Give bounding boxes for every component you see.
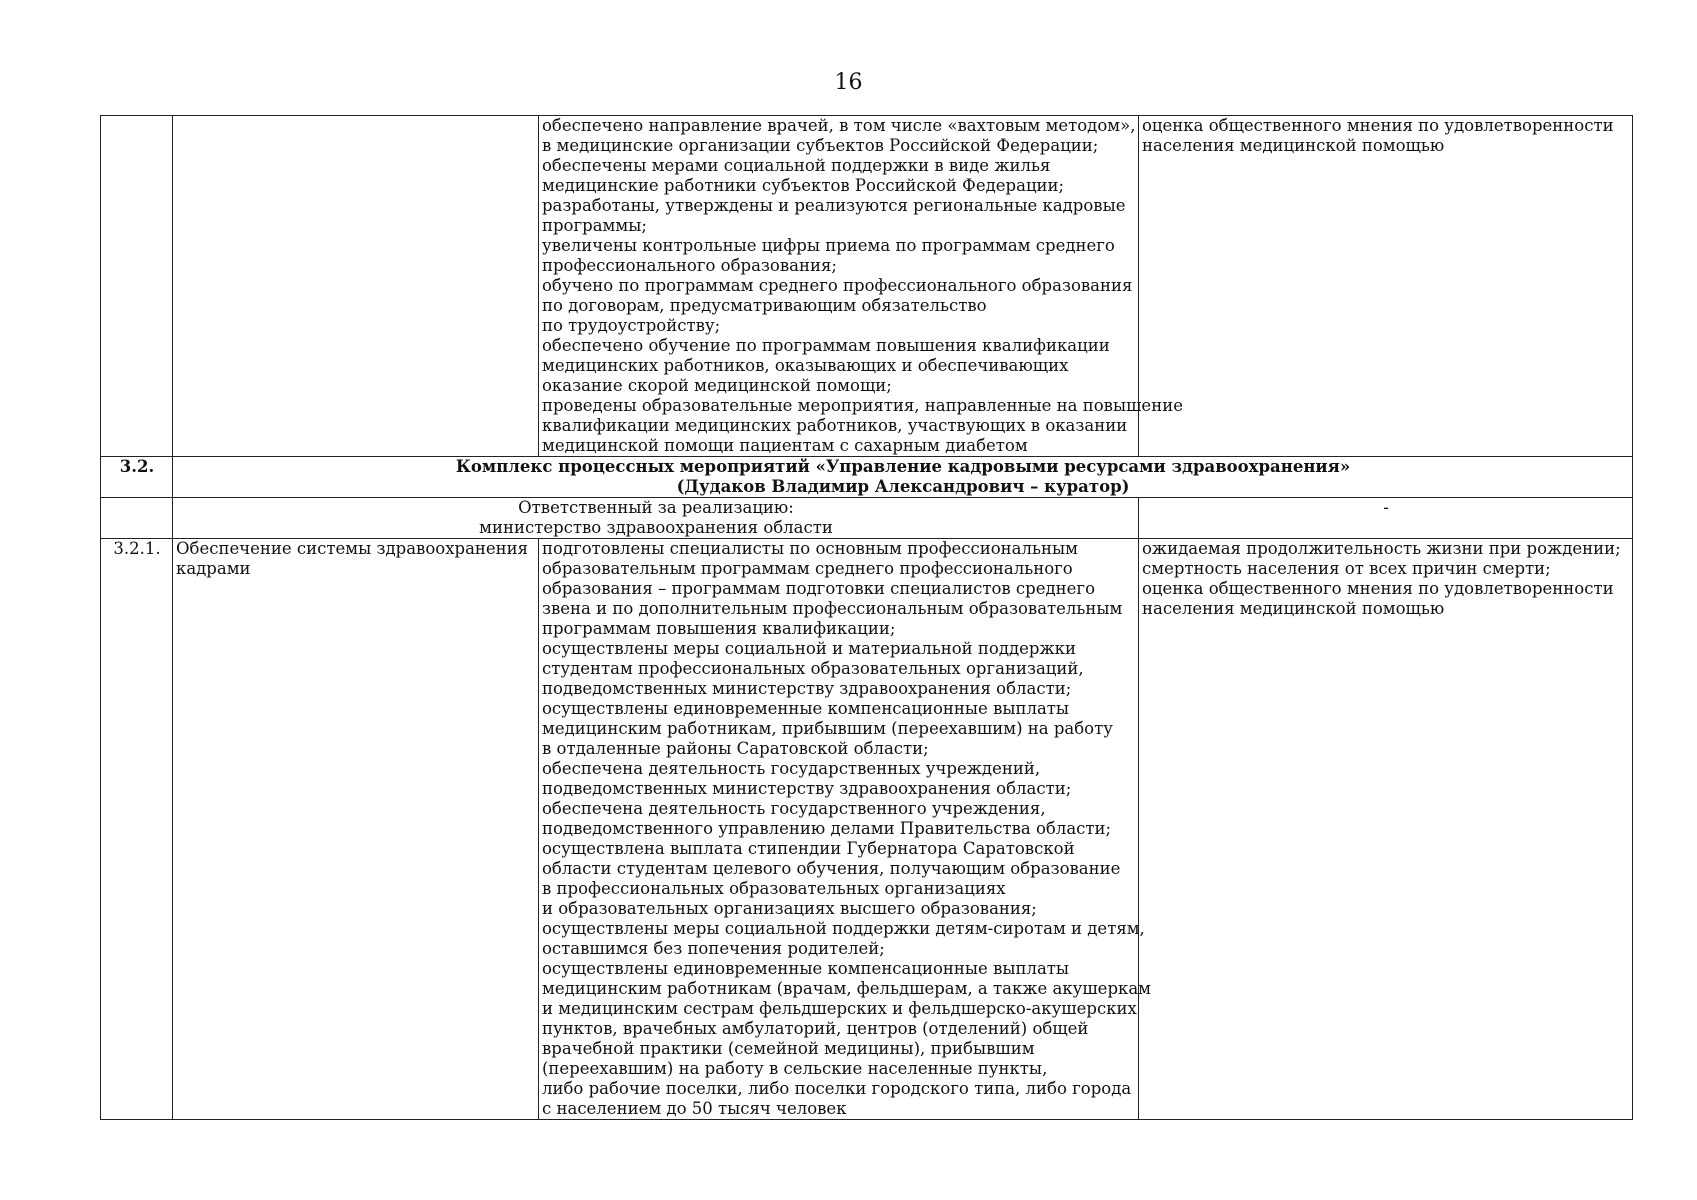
text-line: обеспечена деятельность государственных учреждений,: [542, 759, 1041, 778]
table-row-responsible: [101, 498, 1633, 539]
text-line: осуществлены единовременные компенсационные выплаты: [542, 699, 1070, 718]
text-line: врачебной практики (семейной медицины), прибывшим: [542, 1039, 1035, 1058]
text-line: подготовлены специалисты по основным профессиональным: [542, 539, 1078, 558]
text-line: медицинской помощи пациентам с сахарным диабетом: [542, 436, 1028, 455]
text-line: оказание скорой медицинской помощи;: [542, 376, 892, 395]
text-line: оставшимся без попечения родителей;: [542, 939, 885, 958]
item-number: 3.2.1.: [101, 539, 173, 1120]
responsible-indicator: -: [1139, 498, 1633, 539]
cell-name: [173, 116, 539, 457]
text-line: в медицинские организации субъектов Российской Федерации;: [542, 136, 1099, 155]
text-line: проведены образовательные мероприятия, направленные на повышение: [542, 396, 1183, 415]
page-number: 16: [834, 70, 863, 95]
text-line: подведомственных министерству здравоохранения области;: [542, 679, 1072, 698]
text-line: квалификации медицинских работников, участвующих в оказании: [542, 416, 1128, 435]
text-line: оценка общественного мнения по удовлетворенности: [1142, 116, 1614, 135]
text-line: профессионального образования;: [542, 256, 837, 275]
table-row-item: [101, 539, 1633, 1120]
text-line: медицинские работники субъектов Российской Федерации;: [542, 176, 1065, 195]
responsible-organization: министерство здравоохранения области: [479, 518, 833, 537]
text-line: медицинским работникам (врачам, фельдшерам, а также акушеркам: [542, 979, 1151, 998]
text-line: осуществлены меры социальной и материальной поддержки: [542, 639, 1076, 658]
text-line: подведомственных министерству здравоохранения области;: [542, 779, 1072, 798]
text-line: обеспечена деятельность государственного учреждения,: [542, 799, 1046, 818]
text-line: программы;: [542, 216, 647, 235]
text-line: медицинских работников, оказывающих и обеспечивающих: [542, 356, 1069, 375]
item-results: [539, 539, 1151, 1120]
text-line: по трудоустройству;: [542, 316, 721, 335]
text-line: обеспечено обучение по программам повышения квалификации: [542, 336, 1110, 355]
section-title-line: Комплекс процессных мероприятий «Управление кадровыми ресурсами здравоохранения»: [455, 457, 1351, 476]
text-line: и медицинским сестрам фельдшерских и фельдшерско-акушерских: [542, 999, 1137, 1018]
text-line: образовательным программам среднего профессионального: [542, 559, 1073, 578]
item-name: Обеспечение системы здравоохранения кадрами: [173, 539, 539, 1120]
cell-results: [539, 116, 1183, 457]
text-line: пунктов, врачебных амбулаторий, центров (отделений) общей: [542, 1019, 1089, 1038]
section-title: [173, 457, 1633, 498]
text-line: подведомственного управлению делами Правительства области;: [542, 819, 1112, 838]
cell-indicators: [1139, 116, 1633, 457]
text-line: ожидаемая продолжительность жизни при рождении;: [1142, 539, 1621, 558]
section-number: 3.2.: [101, 457, 173, 498]
text-line: обеспечены мерами социальной поддержки в виде жилья: [542, 156, 1051, 175]
text-line: с населением до 50 тысяч человек: [542, 1099, 847, 1118]
text-line: населения медицинской помощью: [1142, 136, 1445, 155]
text-line: программам повышения квалификации;: [542, 619, 896, 638]
text-line: обучено по программам среднего профессионального образования: [542, 276, 1133, 295]
text-line: и образовательных организациях высшего образования;: [542, 899, 1037, 918]
text-line: осуществлена выплата стипендии Губернатора Саратовской: [542, 839, 1075, 858]
cell-number: [101, 116, 173, 457]
text-line: обеспечено направление врачей, в том числе «вахтовым методом»,: [542, 116, 1136, 135]
text-line: увеличены контрольные цифры приема по программам среднего: [542, 236, 1115, 255]
text-line: осуществлены меры социальной поддержки детям-сиротам и детям,: [542, 919, 1145, 938]
cell-number: [101, 498, 173, 539]
text-line: оценка общественного мнения по удовлетворенности: [1142, 579, 1614, 598]
text-line: по договорам, предусматривающим обязательство: [542, 296, 987, 315]
text-line: смертность населения от всех причин смерти;: [1142, 559, 1551, 578]
text-line: образования – программам подготовки специалистов среднего: [542, 579, 1095, 598]
text-line: студентам профессиональных образовательных организаций,: [542, 659, 1084, 678]
activities-table: [100, 115, 1633, 1120]
text-line: осуществлены единовременные компенсационные выплаты: [542, 959, 1070, 978]
text-line: звена и по дополнительным профессиональным образовательным: [542, 599, 1123, 618]
section-curator-line: (Дудаков Владимир Александрович – куратор): [676, 477, 1130, 496]
text-line: либо рабочие поселки, либо поселки городского типа, либо города: [542, 1079, 1132, 1098]
text-line: в профессиональных образовательных организациях: [542, 879, 1006, 898]
responsible-label: Ответственный за реализацию:: [518, 498, 794, 517]
text-line: населения медицинской помощью: [1142, 599, 1445, 618]
text-line: медицинским работникам, прибывшим (переехавшим) на работу: [542, 719, 1113, 738]
text-line: области студентам целевого обучения, получающим образование: [542, 859, 1121, 878]
text-line: разработаны, утверждены и реализуются региональные кадровые: [542, 196, 1126, 215]
responsible-cell: [173, 498, 1139, 539]
item-indicators: [1139, 539, 1633, 1120]
text-line: (переехавшим) на работу в сельские населенные пункты,: [542, 1059, 1048, 1078]
table-row-continuation: [101, 116, 1633, 457]
text-line: в отдаленные районы Саратовской области;: [542, 739, 929, 758]
table-row-section: [101, 457, 1633, 498]
